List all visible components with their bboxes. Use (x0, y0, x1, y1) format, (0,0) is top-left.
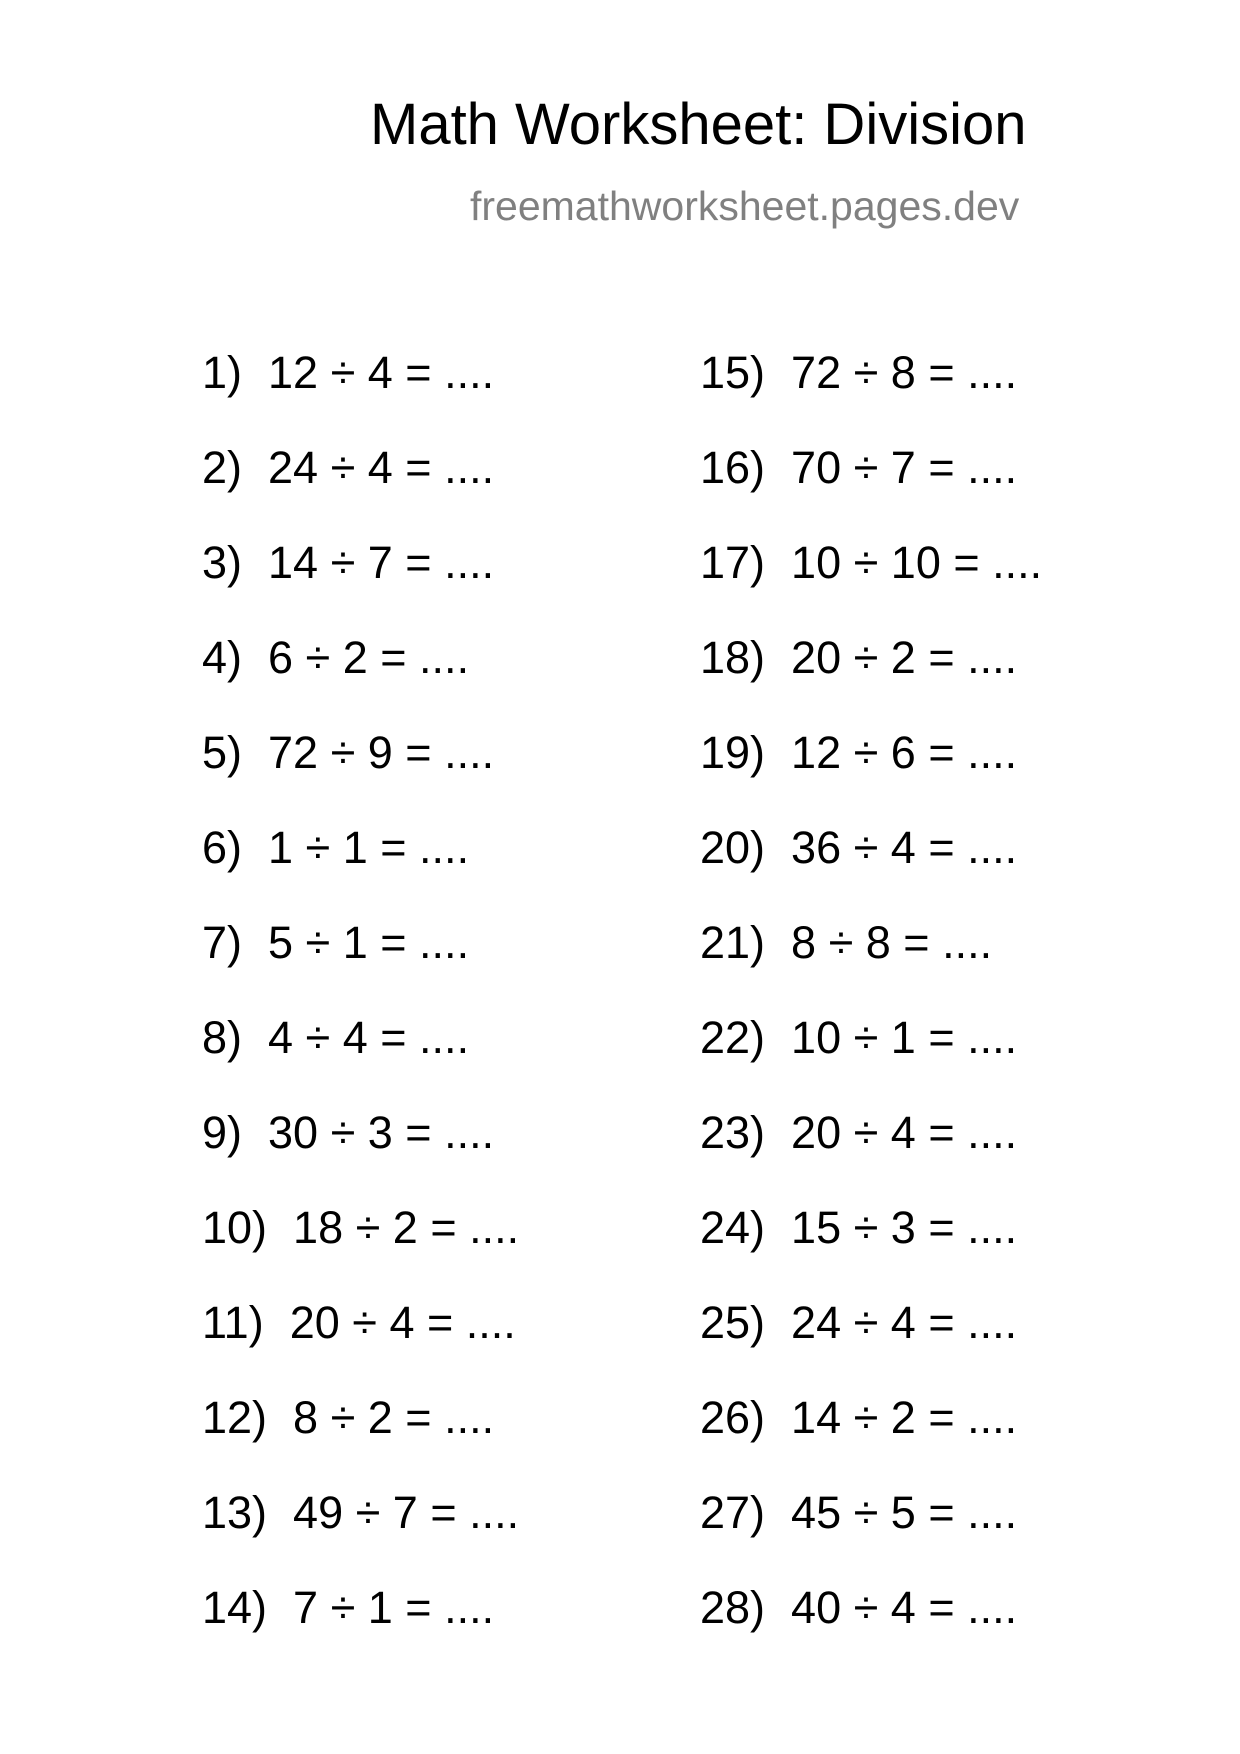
problem-number: 27) (700, 1487, 766, 1538)
problem-item (202, 1392, 519, 1490)
problem-item (202, 1582, 519, 1680)
problem-column-left (202, 347, 520, 1680)
problem-expression: 8 ÷ 2 = .... (293, 1392, 495, 1443)
problem-expression: 10 ÷ 1 = .... (791, 1012, 1018, 1063)
problem-expression: 4 ÷ 4 = .... (268, 1012, 470, 1063)
problem-number: 3) (202, 537, 243, 588)
problem-item (700, 347, 1042, 445)
problem-number: 7) (202, 917, 243, 968)
problem-number: 5) (202, 727, 243, 778)
problem-expression: 12 ÷ 6 = .... (791, 727, 1018, 778)
problem-number: 13) (202, 1487, 268, 1538)
problem-expression: 20 ÷ 4 = .... (289, 1297, 516, 1348)
problem-number: 22) (700, 1012, 766, 1063)
problem-expression: 10 ÷ 10 = .... (791, 537, 1043, 588)
problem-expression: 20 ÷ 4 = .... (791, 1107, 1018, 1158)
problem-expression: 7 ÷ 1 = .... (293, 1582, 495, 1633)
problem-expression: 72 ÷ 9 = .... (268, 727, 495, 778)
problem-number: 8) (202, 1012, 243, 1063)
problem-number: 1) (202, 347, 243, 398)
problem-number: 11) (202, 1297, 264, 1348)
problem-item (700, 727, 1042, 825)
problem-item (700, 917, 1042, 1015)
problem-item (202, 537, 519, 635)
problem-number: 19) (700, 727, 766, 778)
problem-expression: 70 ÷ 7 = .... (791, 442, 1018, 493)
problem-item (700, 537, 1043, 635)
problem-number: 2) (202, 442, 243, 493)
problem-number: 25) (700, 1297, 766, 1348)
problem-item (202, 1487, 520, 1585)
problem-number: 20) (700, 822, 766, 873)
problem-number: 21) (700, 917, 766, 968)
problem-number: 15) (700, 347, 766, 398)
problem-item (202, 1297, 519, 1395)
problem-number: 17) (700, 537, 766, 588)
problem-expression: 30 ÷ 3 = .... (268, 1107, 495, 1158)
problem-item (700, 1582, 1042, 1680)
problem-item (202, 1012, 519, 1110)
problem-expression: 45 ÷ 5 = .... (791, 1487, 1018, 1538)
problem-expression: 6 ÷ 2 = .... (268, 632, 470, 683)
problem-item (700, 1202, 1042, 1300)
problem-expression: 72 ÷ 8 = .... (791, 347, 1018, 398)
problem-expression: 36 ÷ 4 = .... (791, 822, 1018, 873)
problem-expression: 14 ÷ 7 = .... (268, 537, 495, 588)
website-url: freemathworksheet.pages.dev (470, 183, 1020, 229)
problem-item (202, 1107, 519, 1205)
problem-number: 28) (700, 1582, 766, 1633)
problem-item (700, 1012, 1042, 1110)
problem-number: 4) (202, 632, 243, 683)
problem-item (202, 347, 519, 445)
problem-number: 14) (202, 1582, 268, 1633)
problem-expression: 20 ÷ 2 = .... (791, 632, 1018, 683)
problem-expression: 5 ÷ 1 = .... (268, 917, 470, 968)
worksheet-title: Math Worksheet: Division (370, 92, 1027, 157)
problem-expression: 15 ÷ 3 = .... (791, 1202, 1018, 1253)
problem-expression: 24 ÷ 4 = .... (268, 442, 495, 493)
problem-number: 6) (202, 822, 243, 873)
problem-item (202, 442, 519, 540)
problem-item (700, 1297, 1042, 1395)
problem-number: 18) (700, 632, 766, 683)
problem-item (202, 917, 519, 1015)
problem-column-right (700, 347, 1043, 1680)
problem-expression: 24 ÷ 4 = .... (791, 1297, 1018, 1348)
problem-number: 10) (202, 1202, 268, 1253)
problem-number: 23) (700, 1107, 766, 1158)
problem-item (700, 1392, 1042, 1490)
problem-expression: 14 ÷ 2 = .... (791, 1392, 1018, 1443)
problem-number: 26) (700, 1392, 766, 1443)
problem-item (700, 1487, 1042, 1585)
problem-number: 12) (202, 1392, 268, 1443)
problem-number: 9) (202, 1107, 243, 1158)
problem-expression: 12 ÷ 4 = .... (268, 347, 495, 398)
problem-expression: 8 ÷ 8 = .... (791, 917, 993, 968)
problem-item (700, 442, 1042, 540)
problem-expression: 40 ÷ 4 = .... (791, 1582, 1018, 1633)
problem-number: 16) (700, 442, 766, 493)
problem-item (202, 1202, 520, 1300)
problem-item (202, 727, 519, 825)
problem-item (202, 822, 519, 920)
problem-expression: 1 ÷ 1 = .... (268, 822, 470, 873)
problem-number: 24) (700, 1202, 766, 1253)
problem-item (700, 632, 1042, 730)
problem-item (700, 822, 1042, 920)
problem-item (700, 1107, 1042, 1205)
problem-expression: 49 ÷ 7 = .... (293, 1487, 520, 1538)
problem-expression: 18 ÷ 2 = .... (293, 1202, 520, 1253)
problem-item (202, 632, 519, 730)
